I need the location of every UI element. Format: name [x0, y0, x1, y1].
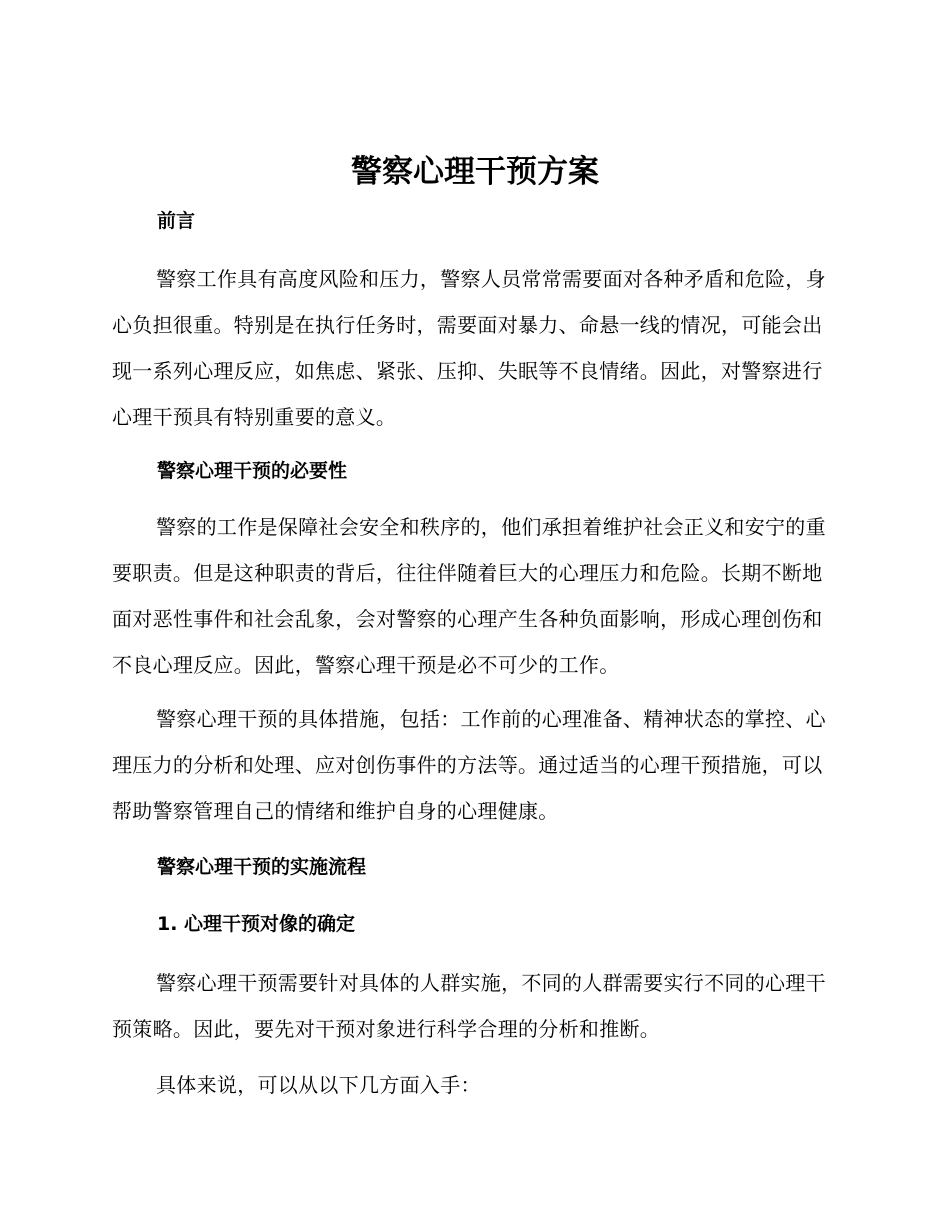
paragraph-step1-1: 警察心理干预需要针对具体的人群实施，不同的人群需要实行不同的心理干预策略。因此，要先对干预对象进行科学合理的分析和推断。 [112, 971, 826, 1041]
section-heading-preface: 前言 [157, 210, 196, 232]
paragraph-necessity-1: 警察的工作是保障社会安全和秩序的，他们承担着维护社会正义和安宁的重要职责。但是这种职责的背后，往往伴随着巨大的心理压力和危险。长期不断地面对恶性事件和社会乱象，会对警察的心理产生各种负面影响，形成心理创伤和不良心理反应。因此，警察心理干预是必不可少的工作。 [112, 515, 826, 677]
section-heading-necessity: 警察心理干预的必要性 [157, 460, 348, 482]
section-heading-process: 警察心理干预的实施流程 [157, 856, 367, 878]
paragraph-step1-2: 具体来说，可以从以下几方面入手： [156, 1073, 481, 1097]
subsection-heading-step1: 1. 心理干预对像的确定 [157, 913, 356, 935]
document-title: 警察心理干预方案 [351, 154, 599, 190]
paragraph-necessity-2: 警察心理干预的具体措施，包括：工作前的心理准备、精神状态的掌控、心理压力的分析和处理、应对创伤事件的方法等。通过适当的心理干预措施，可以帮助警察管理自己的情绪和维护自身的心理健康。 [112, 707, 826, 823]
paragraph-preface: 警察工作具有高度风险和压力，警察人员常常需要面对各种矛盾和危险，身心负担很重。特别是在执行任务时，需要面对暴力、命悬一线的情况，可能会出现一系列心理反应，如焦虑、紧张、压抑、失眠等不良情绪。因此，对警察进行心理干预具有特别重要的意义。 [112, 267, 826, 429]
